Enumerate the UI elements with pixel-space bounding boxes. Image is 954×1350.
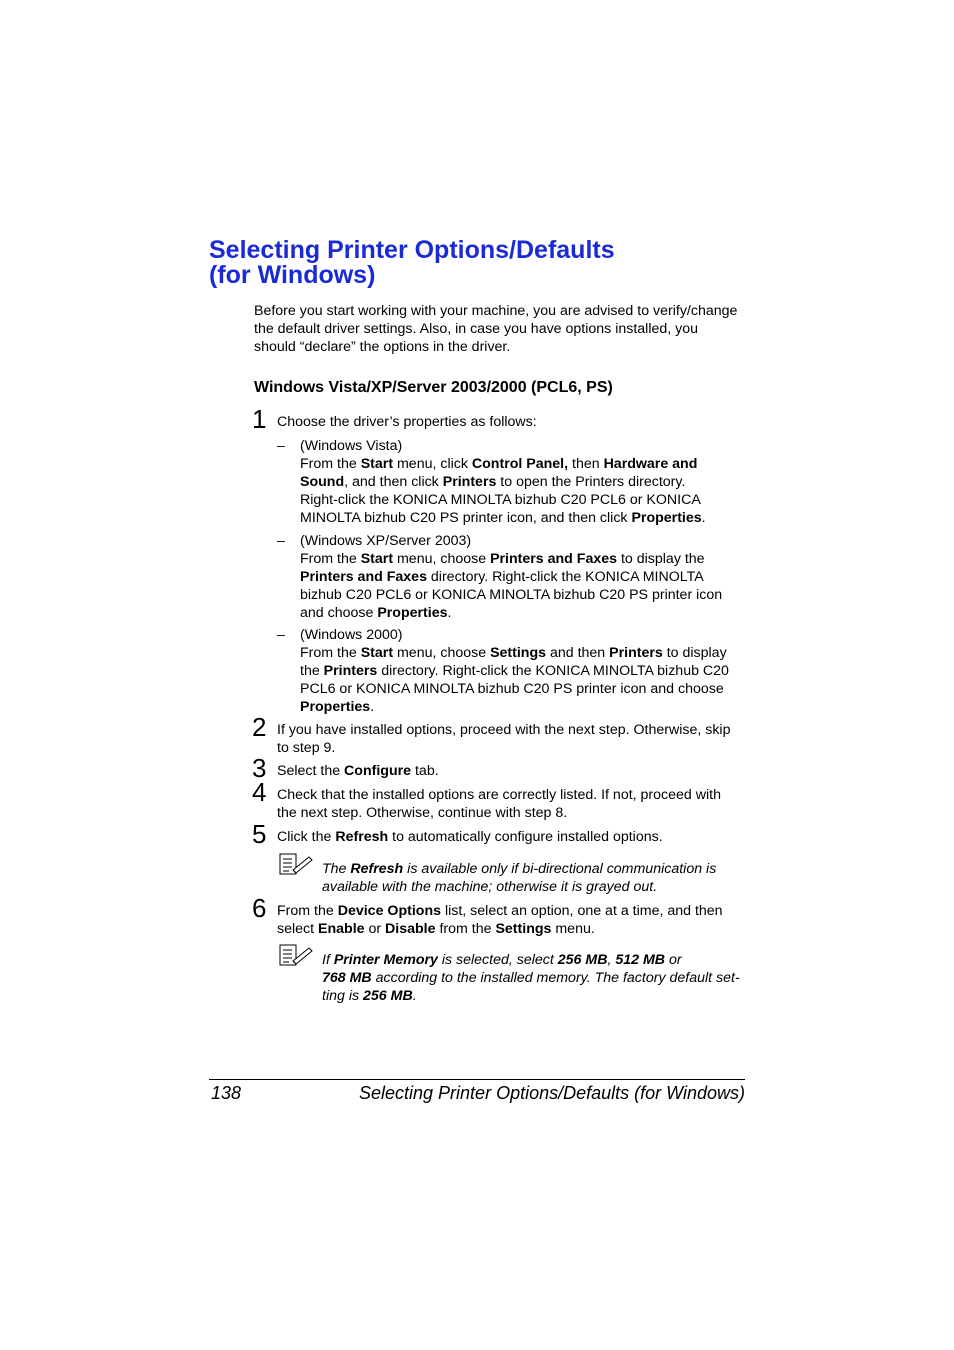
note-pencil-icon (279, 853, 313, 875)
step-6-text: From the Device Options list, select an option, one at a time, and then select Enable or Disable from the Settings menu. (277, 903, 723, 937)
step-number-3: 3 (252, 753, 267, 783)
substep-label: (Windows Vista) (300, 438, 403, 454)
bullet-dash: – (277, 627, 285, 643)
intro-line: the default driver settings. Also, in case you have options installed, you (254, 321, 699, 337)
step-number-5: 5 (252, 819, 267, 849)
note-refresh: The Refresh is available only if bi-directional communication is available with the machine; otherwise it is grayed out. (322, 861, 717, 895)
intro-line: should “declare” the options in the driver. (254, 339, 511, 355)
note-printer-memory: If Printer Memory is selected, select 256 MB, 512 MB or 768 MB according to the installed memory. The factory default set- ting is 256 MB. (322, 952, 740, 1004)
step-number-2: 2 (252, 712, 267, 742)
footer-rule (209, 1079, 745, 1080)
substep-label: (Windows 2000) (300, 627, 403, 643)
substep-vista: (Windows Vista) From the Start menu, click Control Panel, then Hardware and Sound, and then click Printers to open the Printers directory. Right-click the KONICA MINOLTA bizhub C20 PCL6 or KONICA MINOLTA bizhub C20 PS printer icon, and then click Properties. (300, 438, 706, 526)
step-2-text: If you have installed options, proceed with the next step. Otherwise, skip to step 9. (277, 722, 731, 756)
page-title (209, 238, 615, 288)
page-number: 138 (211, 1083, 242, 1103)
bullet-dash: – (277, 438, 285, 454)
intro-line: Before you start working with your machine, you are advised to verify/change (254, 303, 738, 319)
title-line-1: Selecting Printer Options/Defaults (209, 236, 615, 264)
title-line-2: (for Windows) (209, 261, 376, 289)
step-1-text: Choose the driver’s properties as follows: (277, 414, 537, 430)
section-subheading: Windows Vista/XP/Server 2003/2000 (PCL6, PS) (254, 379, 613, 396)
step-number-1: 1 (252, 404, 267, 434)
substep-2000: (Windows 2000) From the Start menu, choose Settings and then Printers to display the Printers directory. Right-click the KONICA MINOLTA bizhub C20 PCL6 or KONICA MINOLTA bizhub C20 PS printer icon and choose Properties. (300, 627, 729, 715)
running-title: Selecting Printer Options/Defaults (for Windows) (359, 1083, 745, 1103)
substep-label: (Windows XP/Server 2003) (300, 533, 472, 549)
bullet-dash: – (277, 533, 285, 549)
step-number-6: 6 (252, 893, 267, 923)
step-3-text: Select the Configure tab. (277, 763, 439, 779)
intro-paragraph (254, 302, 737, 356)
step-5-text: Click the Refresh to automatically configure installed options. (277, 829, 663, 845)
substep-xp: (Windows XP/Server 2003) From the Start menu, choose Printers and Faxes to display the Printers and Faxes directory. Right-click the KONICA MINOLTA bizhub C20 PCL6 or KONICA MINOLTA bizhub C20 PS printer icon and choose Properties. (300, 533, 723, 621)
step-4-text: Check that the installed options are correctly listed. If not, proceed with the next step. Otherwise, continue with step 8. (277, 787, 721, 821)
step-number-4: 4 (252, 777, 267, 807)
note-pencil-icon (279, 944, 313, 966)
